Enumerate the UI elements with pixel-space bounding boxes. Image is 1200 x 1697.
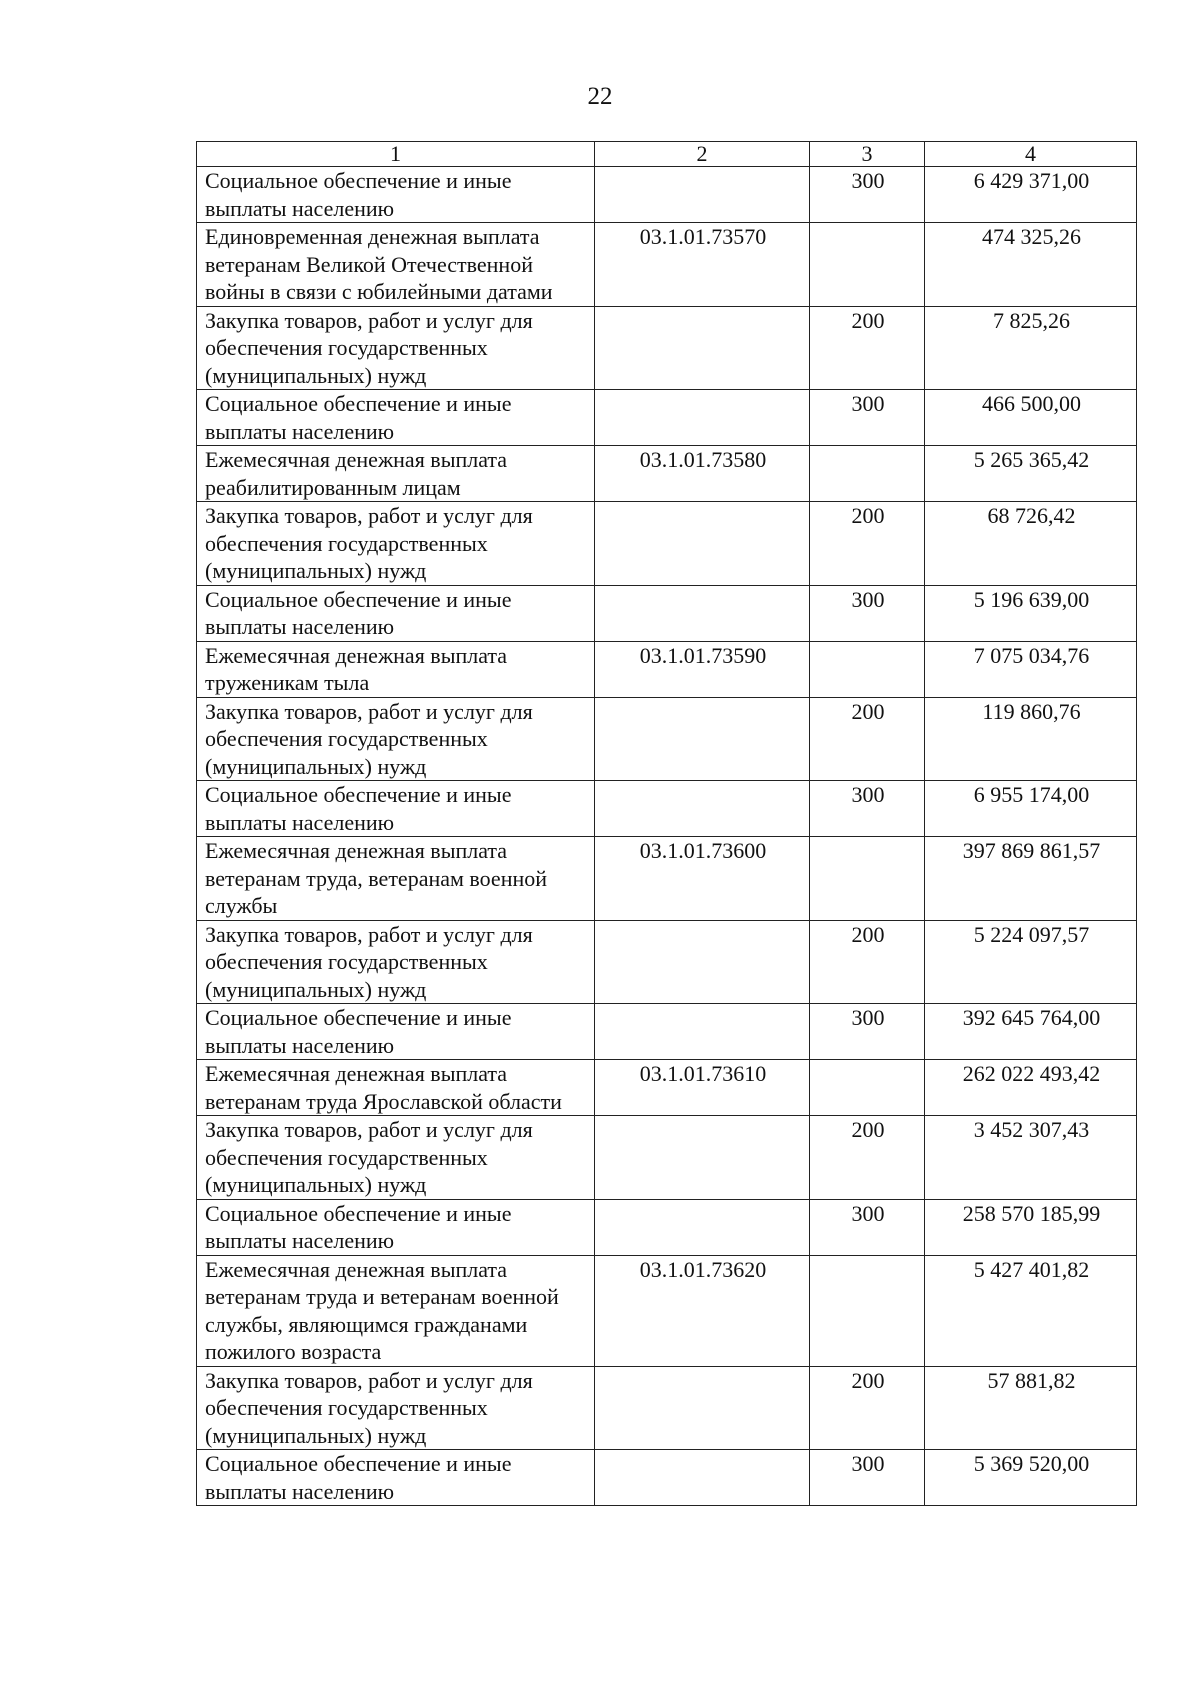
row-amount-cell: 7 075 034,76 bbox=[925, 641, 1137, 697]
row-amount-cell: 5 427 401,82 bbox=[925, 1255, 1137, 1366]
header-col-3: 3 bbox=[810, 142, 925, 167]
table-row bbox=[197, 1366, 1137, 1450]
row-name-cell: Ежемесячная денежная выплата ветеранам труда Ярославской области bbox=[197, 1060, 595, 1116]
table-row bbox=[197, 306, 1137, 390]
row-code-cell bbox=[595, 585, 810, 641]
row-name-cell: Социальное обеспечение и иные выплаты населению bbox=[197, 1199, 595, 1255]
table-row bbox=[197, 1199, 1137, 1255]
table-row bbox=[197, 1004, 1137, 1060]
row-expense-type-cell: 200 bbox=[810, 697, 925, 781]
table-row bbox=[197, 585, 1137, 641]
row-code-cell bbox=[595, 390, 810, 446]
table-row bbox=[197, 446, 1137, 502]
table-row bbox=[197, 837, 1137, 921]
row-code-cell bbox=[595, 1366, 810, 1450]
table-row bbox=[197, 223, 1137, 307]
row-expense-type-cell: 300 bbox=[810, 781, 925, 837]
table-row bbox=[197, 1060, 1137, 1116]
row-name-cell: Социальное обеспечение и иные выплаты населению bbox=[197, 167, 595, 223]
row-code-cell bbox=[595, 167, 810, 223]
row-name-cell: Ежемесячная денежная выплата труженикам тыла bbox=[197, 641, 595, 697]
row-expense-type-cell: 200 bbox=[810, 306, 925, 390]
row-amount-cell: 119 860,76 bbox=[925, 697, 1137, 781]
row-name-cell: Закупка товаров, работ и услуг для обеспечения государственных (муниципальных) нужд bbox=[197, 502, 595, 586]
table-row bbox=[197, 920, 1137, 1004]
table-row bbox=[197, 1255, 1137, 1366]
row-expense-type-cell bbox=[810, 223, 925, 307]
row-amount-cell: 6 955 174,00 bbox=[925, 781, 1137, 837]
row-expense-type-cell: 300 bbox=[810, 167, 925, 223]
row-code-cell bbox=[595, 1116, 810, 1200]
row-amount-cell: 7 825,26 bbox=[925, 306, 1137, 390]
row-code-cell: 03.1.01.73570 bbox=[595, 223, 810, 307]
row-expense-type-cell: 200 bbox=[810, 920, 925, 1004]
row-amount-cell: 474 325,26 bbox=[925, 223, 1137, 307]
row-expense-type-cell bbox=[810, 1060, 925, 1116]
row-expense-type-cell bbox=[810, 837, 925, 921]
row-amount-cell: 5 224 097,57 bbox=[925, 920, 1137, 1004]
header-col-2: 2 bbox=[595, 142, 810, 167]
row-code-cell: 03.1.01.73610 bbox=[595, 1060, 810, 1116]
row-code-cell: 03.1.01.73590 bbox=[595, 641, 810, 697]
row-name-cell: Социальное обеспечение и иные выплаты населению bbox=[197, 1004, 595, 1060]
row-name-cell: Социальное обеспечение и иные выплаты населению bbox=[197, 390, 595, 446]
row-name-cell: Закупка товаров, работ и услуг для обеспечения государственных (муниципальных) нужд bbox=[197, 1116, 595, 1200]
row-amount-cell: 262 022 493,42 bbox=[925, 1060, 1137, 1116]
table-header-row bbox=[197, 142, 1137, 167]
row-expense-type-cell: 300 bbox=[810, 585, 925, 641]
row-expense-type-cell bbox=[810, 1255, 925, 1366]
row-amount-cell: 5 265 365,42 bbox=[925, 446, 1137, 502]
table-row bbox=[197, 167, 1137, 223]
row-amount-cell: 258 570 185,99 bbox=[925, 1199, 1137, 1255]
row-amount-cell: 57 881,82 bbox=[925, 1366, 1137, 1450]
row-expense-type-cell: 200 bbox=[810, 1116, 925, 1200]
row-expense-type-cell: 300 bbox=[810, 1450, 925, 1506]
row-name-cell: Закупка товаров, работ и услуг для обеспечения государственных (муниципальных) нужд bbox=[197, 306, 595, 390]
row-amount-cell: 3 452 307,43 bbox=[925, 1116, 1137, 1200]
row-code-cell bbox=[595, 1450, 810, 1506]
header-col-4: 4 bbox=[925, 142, 1137, 167]
row-expense-type-cell: 300 bbox=[810, 1199, 925, 1255]
row-name-cell: Ежемесячная денежная выплата ветеранам труда, ветеранам военной службы bbox=[197, 837, 595, 921]
row-amount-cell: 392 645 764,00 bbox=[925, 1004, 1137, 1060]
row-name-cell: Закупка товаров, работ и услуг для обеспечения государственных (муниципальных) нужд bbox=[197, 697, 595, 781]
table-row bbox=[197, 502, 1137, 586]
row-amount-cell: 5 196 639,00 bbox=[925, 585, 1137, 641]
table-row bbox=[197, 1450, 1137, 1506]
row-code-cell: 03.1.01.73580 bbox=[595, 446, 810, 502]
row-expense-type-cell: 300 bbox=[810, 1004, 925, 1060]
row-code-cell bbox=[595, 1199, 810, 1255]
row-name-cell: Социальное обеспечение и иные выплаты населению bbox=[197, 781, 595, 837]
row-code-cell: 03.1.01.73600 bbox=[595, 837, 810, 921]
row-name-cell: Закупка товаров, работ и услуг для обеспечения государственных (муниципальных) нужд bbox=[197, 1366, 595, 1450]
table-row bbox=[197, 781, 1137, 837]
budget-table bbox=[196, 141, 1137, 1506]
row-amount-cell: 68 726,42 bbox=[925, 502, 1137, 586]
row-name-cell: Ежемесячная денежная выплата ветеранам труда и ветеранам военной службы, являющимся гражданами пожилого возраста bbox=[197, 1255, 595, 1366]
row-code-cell bbox=[595, 920, 810, 1004]
row-name-cell: Ежемесячная денежная выплата реабилитированным лицам bbox=[197, 446, 595, 502]
row-name-cell: Социальное обеспечение и иные выплаты населению bbox=[197, 1450, 595, 1506]
row-amount-cell: 6 429 371,00 bbox=[925, 167, 1137, 223]
row-code-cell bbox=[595, 306, 810, 390]
table-row bbox=[197, 697, 1137, 781]
row-amount-cell: 397 869 861,57 bbox=[925, 837, 1137, 921]
row-name-cell: Социальное обеспечение и иные выплаты населению bbox=[197, 585, 595, 641]
table-row bbox=[197, 390, 1137, 446]
row-expense-type-cell: 200 bbox=[810, 502, 925, 586]
row-amount-cell: 5 369 520,00 bbox=[925, 1450, 1137, 1506]
row-name-cell: Закупка товаров, работ и услуг для обеспечения государственных (муниципальных) нужд bbox=[197, 920, 595, 1004]
page-number: 22 bbox=[587, 83, 613, 110]
row-amount-cell: 466 500,00 bbox=[925, 390, 1137, 446]
row-expense-type-cell bbox=[810, 446, 925, 502]
table-row bbox=[197, 1116, 1137, 1200]
row-expense-type-cell: 200 bbox=[810, 1366, 925, 1450]
row-code-cell bbox=[595, 781, 810, 837]
row-expense-type-cell bbox=[810, 641, 925, 697]
row-name-cell: Единовременная денежная выплата ветеранам Великой Отечественной войны в связи с юбилейными датами bbox=[197, 223, 595, 307]
row-code-cell bbox=[595, 1004, 810, 1060]
row-code-cell: 03.1.01.73620 bbox=[595, 1255, 810, 1366]
table-row bbox=[197, 641, 1137, 697]
row-code-cell bbox=[595, 697, 810, 781]
row-expense-type-cell: 300 bbox=[810, 390, 925, 446]
header-col-1: 1 bbox=[197, 142, 595, 167]
row-code-cell bbox=[595, 502, 810, 586]
